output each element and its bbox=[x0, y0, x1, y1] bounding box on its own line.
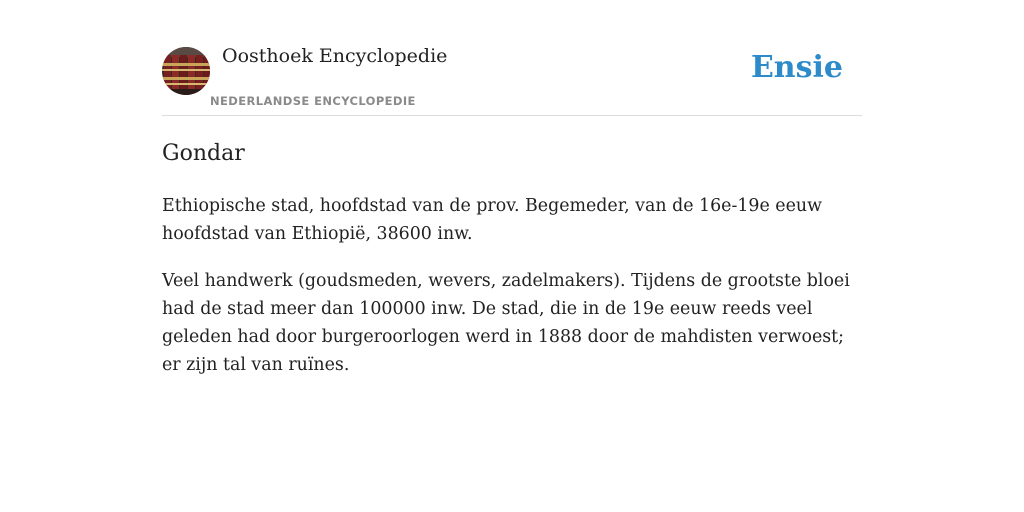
article-paragraph: Ethiopische stad, hoofdstad van de prov. Begemeder, van de 16e-19e eeuw hoofdstad van Ethiopië, 38600 inw. bbox=[162, 196, 822, 244]
article-paragraph: Veel handwerk (goudsmeden, wevers, zadelmakers). Tijdens de grootste bloei had de stad meer dan 100000 inw. De stad, die in de 19e eeuw reeds veel geleden had door burgeroorlogen werd in 1888 door de mahdisten verwoest; er zijn tal van ruïnes. bbox=[162, 271, 850, 375]
content-container bbox=[162, 0, 862, 375]
encyclopedia-books-icon[interactable] bbox=[162, 47, 210, 95]
header bbox=[162, 0, 862, 116]
brand-logo-text[interactable]: Ensie bbox=[750, 50, 843, 85]
site-subtitle: NEDERLANDSE ENCYCLOPEDIE bbox=[210, 94, 416, 108]
article-body bbox=[162, 192, 862, 398]
site-title[interactable]: Oosthoek Encyclopedie bbox=[222, 45, 448, 67]
article-title: Gondar bbox=[162, 141, 245, 166]
logo-image bbox=[162, 47, 210, 95]
